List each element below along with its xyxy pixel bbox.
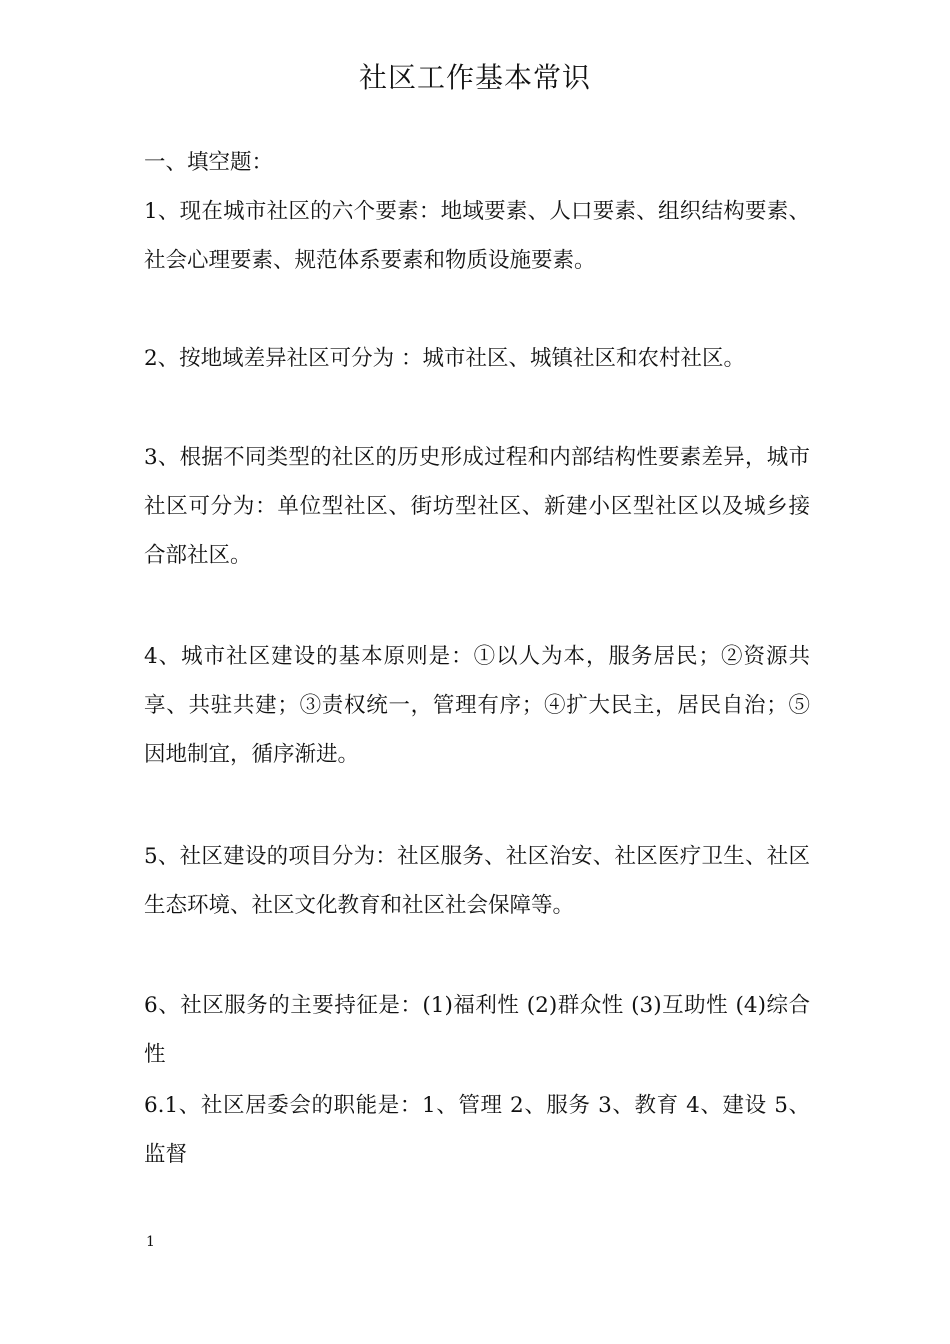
list-item: 3、根据不同类型的社区的历史形成过程和内部结构性要素差异，城市社区可分为：单位型社区、街坊型社区、新建小区型社区以及城乡接合部社区。	[144, 445, 810, 568]
section-heading: 一、填空题：	[144, 150, 274, 175]
page-number: 1	[146, 1234, 155, 1250]
list-item: 2、按地域差异社区可分为 ：城市社区、城镇社区和农村社区。	[144, 346, 746, 371]
document-title: 社区工作基本常识	[358, 61, 591, 94]
list-item: 5、社区建设的项目分为：社区服务、社区治安、社区医疗卫生、社区生态环境、社区文化教育和社区社会保障等。	[144, 844, 810, 918]
list-item: 6.1、社区居委会的职能是：1、管理 2、服务 3、教育 4、建设 5、监督	[144, 1093, 810, 1167]
list-item: 6、社区服务的主要持征是：(1)福利性 (2)群众性 (3)互助性 (4)综合性	[144, 993, 810, 1067]
list-item: 4、城市社区建设的基本原则是：①以人为本，服务居民；②资源共享、共驻共建；③责权统一，管理有序；④扩大民主，居民自治；⑤因地制宜，循序渐进。	[144, 644, 810, 767]
list-item: 1、现在城市社区的六个要素：地域要素、人口要素、组织结构要素、社会心理要素、规范体系要素和物质设施要素。	[144, 199, 810, 273]
